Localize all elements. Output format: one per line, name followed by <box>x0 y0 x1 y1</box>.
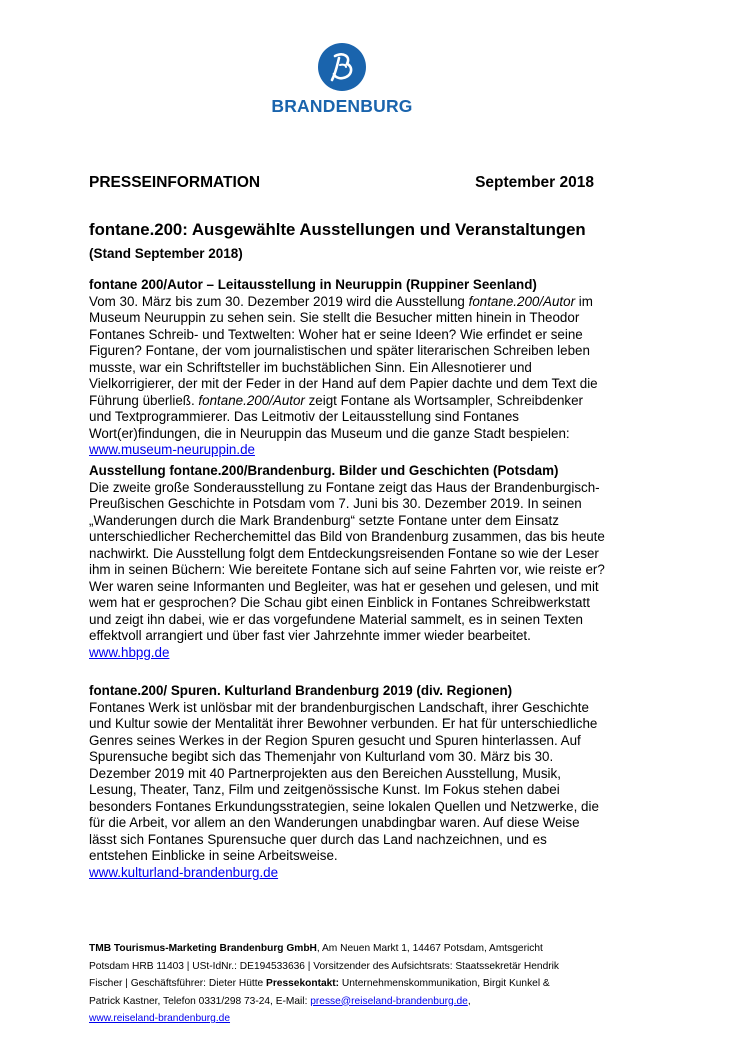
brandenburg-logo <box>262 42 422 117</box>
reiseland-website-link[interactable]: www.reiseland-brandenburg.de <box>89 1013 231 1024</box>
section-heading: fontane.200/ Spuren. Kulturland Brandenburg 2019 (div. Regionen) <box>89 683 513 698</box>
section-kulturland <box>89 683 609 881</box>
section-body: Vom 30. März bis zum 30. Dezember 2019 wird die Ausstellung fontane.200/Autor im Museum Neuruppin zu sehen sein. Sie stellt die Besucher mitten hinein in Theodor Fontanes Schreib- und Textwelten: Woher hat er seine Ideen? Wie erfindet er seine Figuren? Fontane, der vom journalistischen und später literarischen Schreiben leben musste, war ein Schriftsteller im buchstäblichen Sinn. Ein Allesnotierer und Vielkorrigierer, der mit der Feder in der Hand auf dem Papier dachte und dem Text die Führung überließ. fontane.200/Autor zeigt Fontane als Wortsampler, Schreibdenker und Textprogrammierer. Das Leitmotiv der Leitausstellung sind Fontanes Wort(er)findungen, die in Neuruppin das Museum und die ganze Stadt bespielen: www.museum-neuruppin.de <box>89 293 598 457</box>
footer-contact-label: Pressekontakt: <box>266 978 340 989</box>
brandenburg-emblem-icon <box>317 42 367 92</box>
title-status: (Stand September 2018) <box>89 246 243 261</box>
section-potsdam <box>89 463 609 661</box>
section-neuruppin <box>89 277 609 459</box>
footer-imprint: TMB Tourismus-Marketing Brandenburg GmbH, Am Neuen Markt 1, 14467 Potsdam, Amtsgericht Potsdam HRB 11403 | USt-IdNr.: DE194533636 | Vorsitzender des Aufsichtsrats: Staatssekretär Hendrik Fischer | Geschäftsführer: Dieter Hütte Pressekontakt: Unternehmenskommunikation, Birgit Kunkel & Patrick Kastner, Telefon 0331/298 73-24, E-Mail: presse@reiseland-brandenburg.de, www.reiseland-brandenburg.de <box>89 943 559 1024</box>
logo-wordmark: BRANDENBURG <box>271 96 413 116</box>
press-email-link[interactable]: presse@reiseland-brandenburg.de <box>310 995 468 1007</box>
press-header <box>89 174 594 192</box>
section-body: Die zweite große Sonderausstellung zu Fontane zeigt das Haus der Brandenburgisch-Preußischen Geschichte in Potsdam vom 7. Juni bis 30. Dezember 2019. In seinen „Wanderungen durch die Mark Brandenburg“ setzte Fontane unter dem Einsatz unterschiedlicher Recherchemittel das Bild von Brandenburg zusammen, das bis heute nachwirkt. Die Ausstellung folgt dem Entdeckungsreisenden Fontane so wie der Leser ihm in seinen Büchern: Wie bereitete Fontane sich auf seine Fahrten vor, wie reiste er? Wer waren seine Informanten und Begleiter, was hat er gesehen und gelesen, und mit wem hat er gesprochen? Die Schau gibt einen Einblick in Fontanes Schreibwerkstatt und zeigt ihn dabei, wie er das vorgefundene Material sammelt, es in seinen Texten effektvoll arrangiert und über fast vier Jahrzehnte immer wieder bearbeitet. <box>89 479 605 643</box>
section-heading: fontane 200/Autor – Leitausstellung in Neuruppin (Ruppiner Seenland) <box>89 277 537 292</box>
footer-company: TMB Tourismus-Marketing Brandenburg GmbH <box>89 943 317 954</box>
section-body: Fontanes Werk ist unlösbar mit der brandenburgischen Landschaft, ihrer Geschichte und Kultur sowie der Mentalität ihrer Bewohner verbunden. Er hat für unterschiedliche Genres seines Werkes in der Region Spuren gesucht und Spuren hinterlassen. Auf Spurensuche begibt sich das Themenjahr von Kulturland vom 30. März bis 30. Dezember 2019 mit 40 Partnerprojekten aus den Bereichen Ausstellung, Musik, Lesung, Theater, Tanz, Film und zeitgenössische Kunst. Im Fokus stehen dabei besonders Fontanes Erkundungsstrategien, seine lokalen Quellen und Netzwerke, die für die Arbeit, vor allem an den Wanderungen unabdingbar waren. Auf diese Weise lässt sich Fontanes Spurensuche quer durch das Land nachzeichnen, und es entstehen Einblicke in seine Arbeitsweise. <box>89 699 599 863</box>
press-date: September 2018 <box>475 174 594 191</box>
hbpg-link[interactable]: www.hbpg.de <box>89 644 170 660</box>
section-heading: Ausstellung fontane.200/Brandenburg. Bilder und Geschichten (Potsdam) <box>89 463 559 478</box>
title-main: fontane.200: Ausgewählte Ausstellungen und Veranstaltungen <box>89 220 586 239</box>
document-title <box>89 218 609 265</box>
museum-neuruppin-link[interactable]: www.museum-neuruppin.de <box>89 442 255 457</box>
kulturland-link[interactable]: www.kulturland-brandenburg.de <box>89 864 279 880</box>
press-label: PRESSEINFORMATION <box>89 174 261 191</box>
